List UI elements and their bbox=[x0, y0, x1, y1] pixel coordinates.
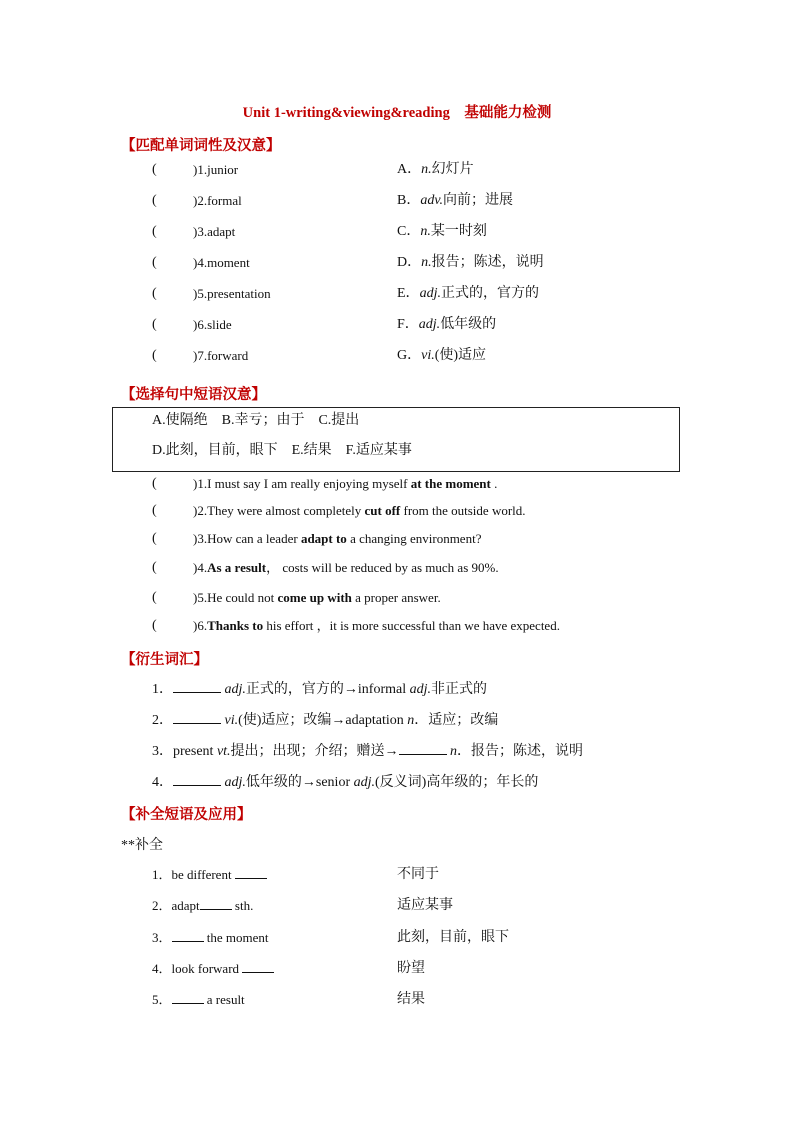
fill-blank[interactable] bbox=[172, 989, 204, 1004]
meaning-letter: E． bbox=[397, 286, 420, 301]
section-heading-phrases: 【选择句中短语汉意】 bbox=[121, 387, 266, 403]
meaning-text: (使)适应 bbox=[434, 348, 487, 363]
meaning-letter: C． bbox=[397, 224, 421, 239]
meaning-pos: n. bbox=[421, 162, 432, 177]
phrase-after: the moment bbox=[203, 930, 269, 945]
meaning-text: 低年级的 bbox=[440, 317, 497, 332]
meaning-text: 报告；陈述，说明 bbox=[431, 255, 544, 270]
sentence-text bbox=[193, 500, 526, 522]
section-heading-complete: 【补全短语及应用】 bbox=[121, 807, 252, 823]
phrase-row bbox=[152, 864, 267, 886]
match-row bbox=[0, 221, 794, 243]
sentence-text bbox=[193, 528, 481, 550]
paren-open: ( bbox=[152, 476, 157, 491]
phrase-before: look forward bbox=[171, 961, 243, 976]
derived-text: ．报告；陈述，说明 bbox=[457, 744, 584, 759]
item-number: 5． bbox=[152, 992, 172, 1007]
meaning-pos: adv. bbox=[420, 193, 444, 208]
paren-open: ( bbox=[152, 255, 157, 270]
meaning-pos: adj. bbox=[418, 317, 441, 332]
item-number: 4． bbox=[152, 775, 173, 790]
sentence-before: They were almost completely bbox=[207, 503, 365, 518]
item-number: 1． bbox=[152, 867, 172, 882]
match-row bbox=[0, 252, 794, 274]
pos-tag: vi. bbox=[224, 713, 239, 728]
options-line-2: D.此刻，目前，眼下 E.结果 F.适应某事 bbox=[152, 443, 412, 458]
match-word: )4.moment bbox=[193, 255, 250, 270]
match-meaning bbox=[397, 159, 474, 181]
phrase-row bbox=[152, 958, 274, 980]
meaning-letter: G． bbox=[397, 348, 422, 363]
sentence-after: a proper answer. bbox=[351, 590, 441, 605]
fill-blank[interactable] bbox=[242, 958, 274, 973]
match-word: )3.adapt bbox=[193, 224, 236, 239]
paren-open: ( bbox=[152, 618, 157, 633]
phrase-before: adapt bbox=[171, 898, 200, 913]
match-meaning bbox=[397, 314, 496, 336]
pos-tag: n bbox=[450, 744, 458, 759]
page-title: Unit 1-writing&viewing&reading 基础能力检测 bbox=[242, 105, 552, 121]
derived-row bbox=[152, 709, 498, 732]
sentence-number: )5. bbox=[193, 590, 208, 605]
sentence-text bbox=[193, 473, 497, 495]
derived-row bbox=[152, 740, 583, 763]
fill-blank[interactable] bbox=[200, 895, 232, 910]
meaning-letter: B． bbox=[397, 193, 421, 208]
phrase-meaning: 不同于 bbox=[397, 867, 439, 882]
match-meaning bbox=[397, 345, 486, 367]
sentence-after: a changing environment? bbox=[346, 531, 482, 546]
phrase-meaning: 适应某事 bbox=[397, 898, 453, 913]
options-line-1: A.使隔绝 B.幸亏；由于 C.提出 bbox=[152, 413, 360, 428]
match-row bbox=[0, 190, 794, 212]
derived-text: 低年级的→senior bbox=[245, 775, 354, 790]
fill-blank[interactable] bbox=[399, 740, 447, 755]
derived-text: 正式的，官方的→informal bbox=[245, 682, 410, 697]
phrase-row bbox=[152, 895, 253, 917]
derived-text: 非正式的 bbox=[431, 682, 487, 697]
sentence-before: He could not bbox=[207, 590, 278, 605]
derived-text: (反义词)高年级的；年长的 bbox=[375, 775, 539, 790]
sentence-text bbox=[193, 615, 560, 637]
fill-blank[interactable] bbox=[235, 864, 267, 879]
match-meaning bbox=[397, 190, 513, 212]
paren-open: ( bbox=[152, 503, 157, 518]
match-meaning bbox=[397, 252, 544, 274]
complete-note: **补全 bbox=[121, 838, 163, 853]
derived-row bbox=[152, 678, 487, 701]
sentence-phrase: at the moment bbox=[410, 476, 491, 491]
fill-blank[interactable] bbox=[173, 709, 221, 724]
paren-open: ( bbox=[152, 317, 157, 332]
sentence-number: )6. bbox=[193, 618, 208, 633]
sentence-text bbox=[193, 587, 441, 609]
sentence-text bbox=[193, 557, 499, 579]
pos-tag: adj. bbox=[353, 775, 375, 790]
phrase-before: be different bbox=[171, 867, 235, 882]
paren-open: ( bbox=[152, 224, 157, 239]
pos-tag: adj. bbox=[409, 682, 431, 697]
sentence-before: How can a leader bbox=[207, 531, 301, 546]
pos-tag: adj. bbox=[224, 775, 246, 790]
item-number: 1． bbox=[152, 682, 173, 697]
paren-open: ( bbox=[152, 590, 157, 605]
sentence-number: )4. bbox=[193, 560, 208, 575]
meaning-letter: F． bbox=[397, 317, 419, 332]
meaning-text: 正式的，官方的 bbox=[440, 286, 539, 301]
meaning-pos: n. bbox=[421, 255, 432, 270]
meaning-letter: D． bbox=[397, 255, 422, 270]
section-heading-derived: 【衍生词汇】 bbox=[121, 652, 208, 668]
phrase-row bbox=[152, 989, 245, 1011]
sentence-phrase: As a result bbox=[207, 560, 267, 575]
sentence-row bbox=[0, 557, 794, 579]
match-meaning bbox=[397, 221, 487, 243]
match-row bbox=[0, 159, 794, 181]
pos-tag: vt. bbox=[216, 744, 231, 759]
sentence-row bbox=[0, 500, 794, 522]
sentence-row bbox=[0, 528, 794, 550]
phrase-after: sth. bbox=[231, 898, 254, 913]
phrase-meaning: 结果 bbox=[397, 992, 425, 1007]
sentence-phrase: cut off bbox=[364, 503, 401, 518]
derived-pre: present bbox=[173, 744, 217, 759]
derived-text: (使)适应；改编→adaptation bbox=[238, 713, 408, 728]
sentence-phrase: Thanks to bbox=[207, 618, 264, 633]
meaning-pos: adj. bbox=[419, 286, 441, 301]
item-number: 4． bbox=[152, 961, 172, 976]
sentence-row bbox=[0, 615, 794, 637]
match-word: )5.presentation bbox=[193, 286, 271, 301]
section-heading-match: 【匹配单词词性及汉意】 bbox=[121, 138, 281, 154]
item-number: 2． bbox=[152, 713, 173, 728]
sentence-number: )2. bbox=[193, 503, 208, 518]
match-word: )2.formal bbox=[193, 193, 242, 208]
match-word: )7.forward bbox=[193, 348, 249, 363]
match-row bbox=[0, 283, 794, 305]
match-row bbox=[0, 314, 794, 336]
match-word: )1.junior bbox=[193, 162, 239, 177]
sentence-phrase: adapt to bbox=[300, 531, 347, 546]
derived-text: 提出；出现；介绍；赠送→ bbox=[230, 744, 399, 759]
paren-open: ( bbox=[152, 348, 157, 363]
fill-blank[interactable] bbox=[173, 771, 221, 786]
phrase-row bbox=[152, 927, 269, 949]
meaning-pos: vi. bbox=[421, 348, 435, 363]
meaning-letter: A． bbox=[397, 162, 422, 177]
sentence-number: )3. bbox=[193, 531, 208, 546]
phrase-meaning: 盼望 bbox=[397, 961, 425, 976]
meaning-pos: n. bbox=[420, 224, 431, 239]
paren-open: ( bbox=[152, 162, 157, 177]
pos-tag: adj. bbox=[224, 682, 246, 697]
sentence-after: ， costs will be reduced by as much as 90%. bbox=[266, 560, 499, 575]
fill-blank[interactable] bbox=[173, 678, 221, 693]
phrase-meaning: 此刻，目前，眼下 bbox=[397, 930, 509, 945]
derived-row bbox=[152, 771, 538, 794]
sentence-row bbox=[0, 473, 794, 495]
sentence-after: . bbox=[490, 476, 498, 491]
sentence-phrase: come up with bbox=[277, 590, 352, 605]
paren-open: ( bbox=[152, 286, 157, 301]
paren-open: ( bbox=[152, 193, 157, 208]
phrase-after: a result bbox=[203, 992, 245, 1007]
match-word: )6.slide bbox=[193, 317, 232, 332]
meaning-text: 向前；进展 bbox=[443, 193, 514, 208]
meaning-text: 幻灯片 bbox=[431, 162, 474, 177]
sentence-after: his effort ，it is more successful than we have expected. bbox=[263, 618, 560, 633]
sentence-row bbox=[0, 587, 794, 609]
sentence-number: )1. bbox=[193, 476, 208, 491]
item-number: 3． bbox=[152, 744, 173, 759]
paren-open: ( bbox=[152, 531, 157, 546]
fill-blank[interactable] bbox=[172, 927, 204, 942]
meaning-text: 某一时刻 bbox=[430, 224, 487, 239]
paren-open: ( bbox=[152, 560, 157, 575]
match-row bbox=[0, 345, 794, 367]
options-box bbox=[112, 407, 680, 472]
item-number: 3． bbox=[152, 930, 172, 945]
item-number: 2． bbox=[152, 898, 172, 913]
match-meaning bbox=[397, 283, 539, 305]
sentence-after: from the outside world. bbox=[400, 503, 526, 518]
pos-tag: n bbox=[407, 713, 415, 728]
sentence-before: I must say I am really enjoying myself bbox=[207, 476, 411, 491]
derived-text: ．适应；改编 bbox=[414, 713, 499, 728]
